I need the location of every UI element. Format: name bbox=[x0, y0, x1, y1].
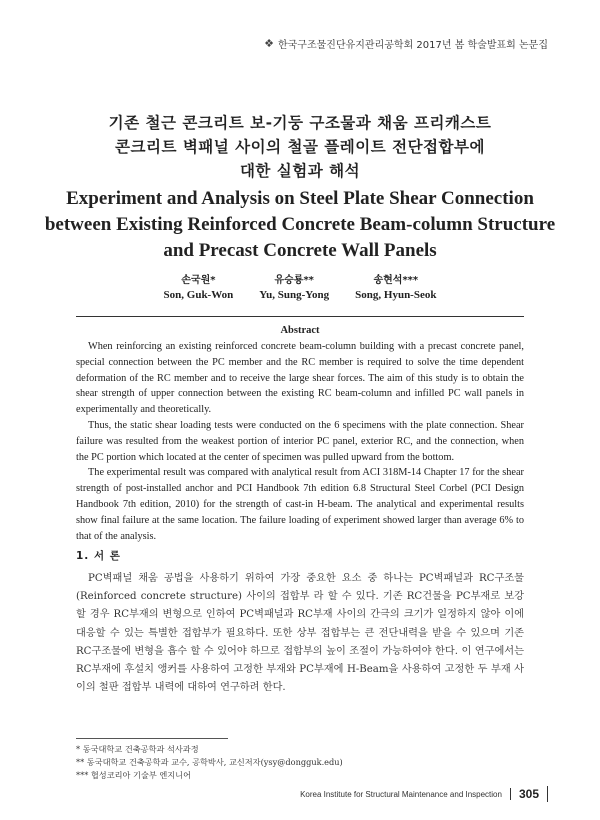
footer-separator bbox=[510, 788, 511, 800]
title-english bbox=[40, 186, 560, 264]
title-english-line: Experiment and Analysis on Steel Plate Shear Connection bbox=[66, 188, 534, 209]
title-english-line: and Precast Concrete Wall Panels bbox=[163, 240, 437, 261]
footer-bar bbox=[547, 786, 548, 802]
author-name-korean: 손국원* bbox=[181, 275, 216, 286]
section-body bbox=[76, 570, 524, 697]
abstract-divider bbox=[76, 316, 524, 317]
page-footer bbox=[300, 786, 548, 802]
author bbox=[164, 273, 234, 303]
title-korean-line: 콘크리트 벽패널 사이의 철골 플레이트 전단접합부에 bbox=[115, 138, 485, 156]
author bbox=[355, 273, 436, 303]
page-number: 305 bbox=[518, 787, 539, 801]
body-paragraph: PC벽패널 채움 공법을 사용하기 위하여 가장 중요한 요소 중 하나는 PC벽패널과 RC구조물(Reinforced concrete structure) 사이의 접합부 라 할 수 있다. 기존 RC건물을 PC부재로 보강 할 경우 RC부재의 변형으로 인하여 PC벽패널과 RC부재 사이의 간극의 크기가 일정하지 않아 이에 대응할 수 있는 특별한 접합부가 필요하다. 또한 상부 접합부는 큰 전단내력을 받을 수 있으며 기존 RC구조물에 변형을 흡수 할 수 있어야 하므로 접합부의 높이 조절이 가능하여야 한다. 이 연구에서는 RC부재에 후설치 앵커를 사용하여 고정한 부재와 PC부재에 H-Beam을 사용하여 고정한 두 부재 사이의 철판 접합부 내력에 대하여 연구하려 한다. bbox=[76, 573, 524, 694]
author-list bbox=[0, 273, 600, 303]
footnote-divider bbox=[76, 738, 228, 739]
title-korean-line: 기존 철근 콘크리트 보-기둥 구조물과 채움 프리캐스트 bbox=[108, 114, 492, 132]
flower-logo-icon: ❖ bbox=[264, 37, 274, 50]
footnote: ** 동국대학교 건축공학과 교수, 공학박사, 교신저자(ysy@dongguk.edu) bbox=[76, 757, 343, 767]
author-name-english: Song, Hyun-Seok bbox=[355, 289, 437, 301]
abstract-paragraph: Thus, the static shear loading tests were conducted on the 6 specimens with the plate connection. Shear failure was resulted from the weakest portion of interior PC panel, exterior RC, and the connection, when the PC portion which located at the center of specimen was pulled upward from the bottom. bbox=[76, 419, 524, 463]
author-name-english: Yu, Sung-Yong bbox=[259, 289, 330, 301]
abstract-paragraph: When reinforcing an existing reinforced concrete beam-column building with a precast concrete panel, special connection between the PC member and the RC member is required to solve the time dependent deformation of the RC member and to receive the large shear forces. The aim of this study is to obtain the shear strength of upper connection between the existing RC beam-column and infilled PC wall panels in experimentally and theoretically. bbox=[76, 341, 524, 416]
author-name-korean: 유승룡** bbox=[274, 275, 314, 286]
abstract-paragraph: The experimental result was compared with analytical result from ACI 318M-14 Chapter 17 for the shear strength of post-installed anchor and PCI Handbook 7th edition 6.8 Structural Steel Corbel (PCI Design Handbook 7th edition, 2010) for the strength of cast-in H-beam. The analytical and experimental results show final failure at the same location. The failure loading of experiment showed larger than average 6% to that of the analysis. bbox=[76, 467, 524, 542]
title-english-line: between Existing Reinforced Concrete Beam-column Structure bbox=[44, 214, 556, 235]
author-name-english: Son, Guk-Won bbox=[163, 289, 234, 301]
footnotes bbox=[76, 743, 343, 782]
author bbox=[259, 273, 329, 303]
abstract-body bbox=[76, 339, 524, 544]
footer-organization: Korea Institute for Structural Maintenance and Inspection bbox=[300, 789, 502, 799]
running-header bbox=[264, 36, 548, 51]
abstract-heading: Abstract bbox=[280, 325, 320, 336]
title-korean-line: 대한 실험과 해석 bbox=[239, 162, 361, 180]
footnote: *** 협성코리아 기술부 엔지니어 bbox=[76, 770, 191, 780]
footnote: * 동국대학교 건축공학과 석사과정 bbox=[76, 744, 199, 754]
section-heading: 1. 서 론 bbox=[76, 550, 121, 562]
title-korean bbox=[40, 111, 560, 183]
author-name-korean: 송현석*** bbox=[373, 275, 419, 286]
journal-name: 한국구조물진단유지관리공학회 2017년 봄 학술발표회 논문집 bbox=[277, 40, 548, 51]
